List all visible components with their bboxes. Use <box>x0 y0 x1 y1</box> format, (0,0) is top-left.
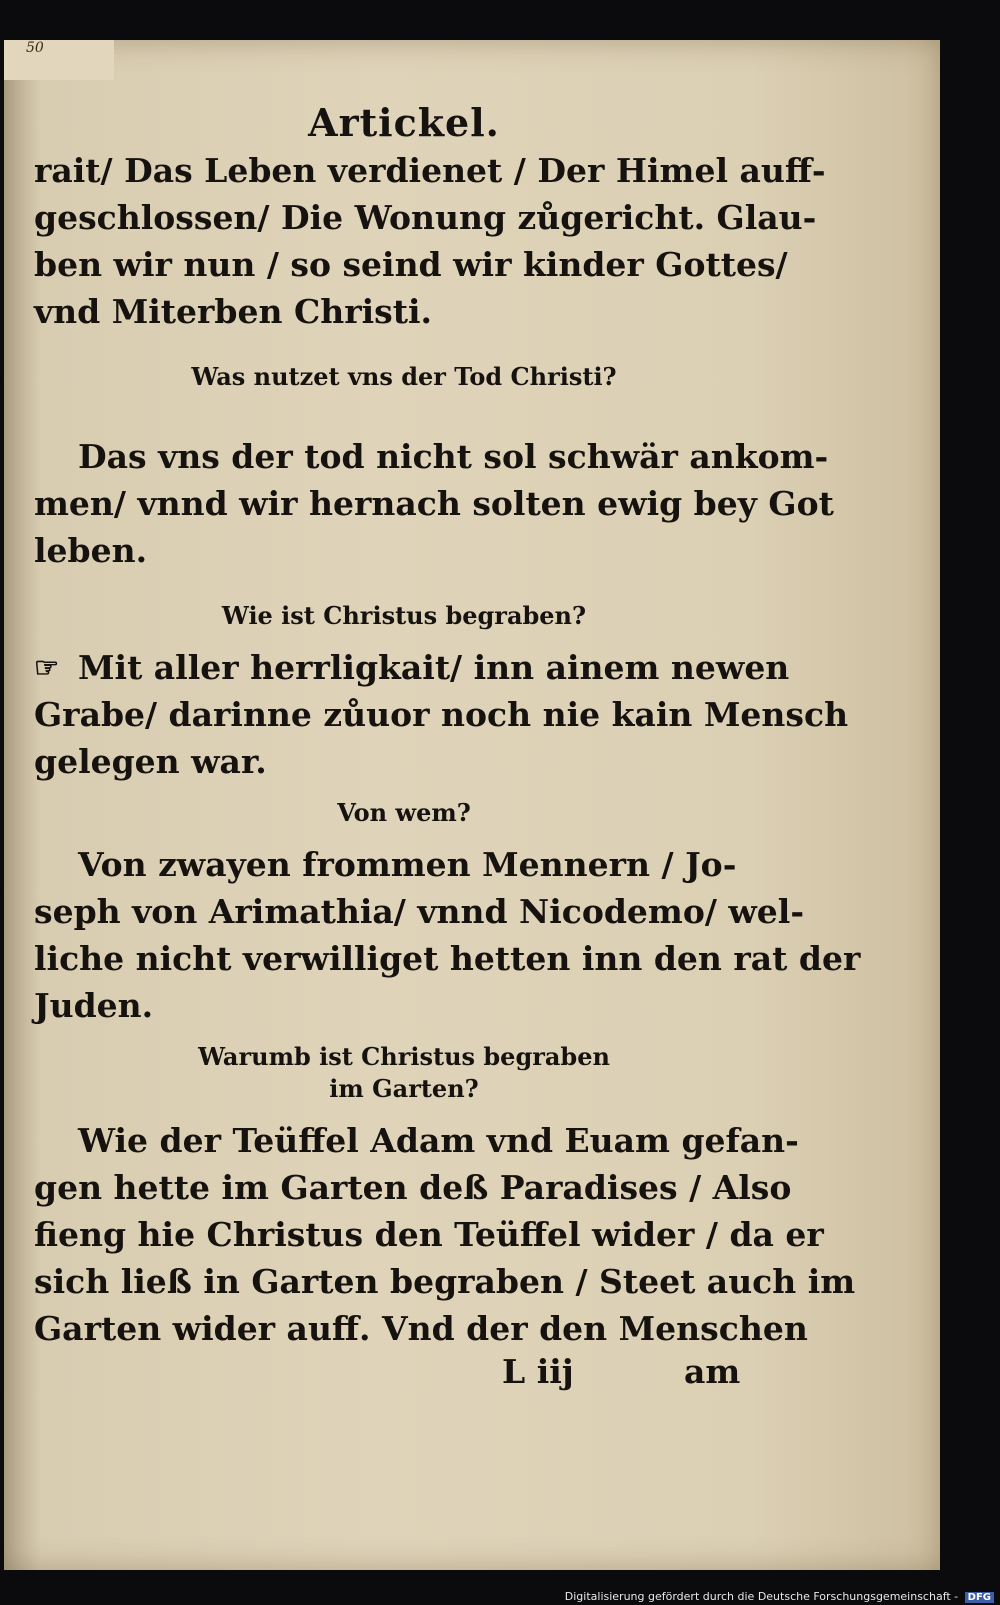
text-line: rait/ Das Leben verdienet / Der Himel auff- <box>34 151 826 190</box>
paragraph <box>34 644 849 785</box>
digitization-credit <box>565 1590 994 1603</box>
question-heading <box>34 361 774 393</box>
text-line: Garten wider auff. Vnd der den Menschen <box>34 1309 808 1348</box>
signature-line <box>34 1352 774 1402</box>
text-line: gelegen war. <box>34 742 267 781</box>
text-line: gen hette im Garten deß Paradises / Also <box>34 1168 792 1207</box>
text-line: ben wir nun / so seind wir kinder Gottes/ <box>34 245 788 284</box>
signature-mark: L iij <box>502 1352 574 1391</box>
text-line: Juden. <box>34 986 154 1025</box>
text-line: vnd Miterben Christi. <box>34 292 432 331</box>
question-line: Von wem? <box>337 798 471 827</box>
dfg-logo: DFG <box>965 1592 994 1603</box>
text-line: fieng hie Christus den Teüffel wider / da er <box>34 1215 824 1254</box>
question-heading <box>34 600 774 632</box>
text-line: liche nicht verwilliget hetten inn den rat der <box>34 939 861 978</box>
question-line: Wie ist Christus begraben? <box>221 601 587 630</box>
paragraph <box>34 433 834 574</box>
text-line: seph von Arimathia/ vnnd Nicodemo/ wel- <box>34 892 805 931</box>
pointing-hand-icon: ☞ <box>34 651 60 684</box>
text-line: Grabe/ darinne zůuor noch nie kain Mensch <box>34 695 849 734</box>
question-line: im Garten? <box>329 1074 479 1103</box>
question-line: Warumb ist Christus begraben <box>198 1042 610 1071</box>
question-heading <box>34 797 774 829</box>
text-line: Von zwayen frommen Mennern / Jo- <box>78 845 737 884</box>
text-line: leben. <box>34 531 148 570</box>
paragraph <box>34 147 826 335</box>
folio-fragment: 50 <box>26 40 44 56</box>
text-line: Mit aller herrligkait/ inn ainem newen <box>78 648 790 687</box>
catchword: am <box>684 1352 741 1391</box>
text-line: men/ vnnd wir hernach solten ewig bey Got <box>34 484 834 523</box>
text-line: geschlossen/ Die Wonung zůgericht. Glau- <box>34 198 817 237</box>
paragraph <box>34 841 861 1029</box>
running-head: Artickel. <box>308 100 500 145</box>
text-line: Das vns der tod nicht sol schwär ankom- <box>78 437 829 476</box>
paragraph <box>34 1117 856 1352</box>
text-line: Wie der Teüffel Adam vnd Euam gefan- <box>78 1121 799 1160</box>
text-block <box>34 100 861 1402</box>
credit-text: Digitalisierung gefördert durch die Deutsche Forschungsgemeinschaft - <box>564 1590 959 1603</box>
text-line: sich ließ in Garten begraben / Steet auch im <box>34 1262 856 1301</box>
question-line: Was nutzet vns der Tod Christi? <box>191 362 617 391</box>
question-heading <box>34 1041 774 1105</box>
